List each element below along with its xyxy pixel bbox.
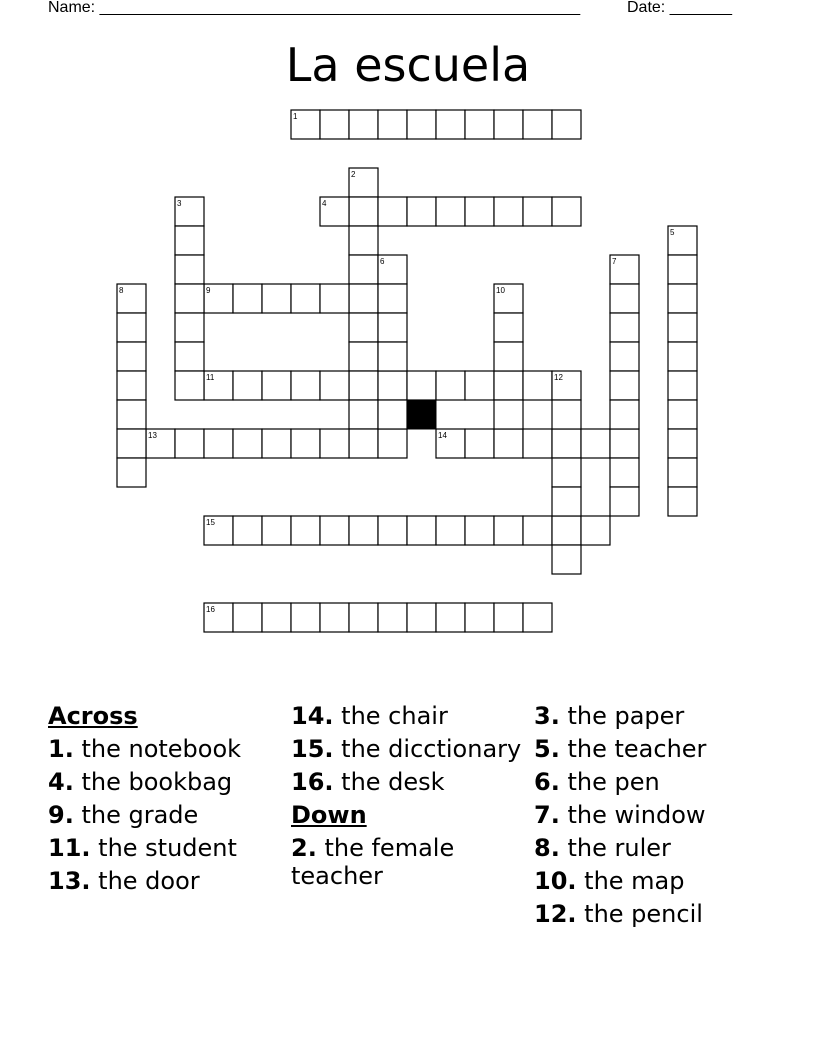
grid-cell[interactable] (465, 371, 494, 400)
grid-cell[interactable] (610, 284, 639, 313)
cell-number: 15 (206, 518, 215, 527)
cell-number: 16 (206, 605, 215, 614)
grid-cell[interactable] (494, 110, 523, 139)
grid-cell[interactable] (349, 400, 378, 429)
grid-cell[interactable] (407, 110, 436, 139)
down-clue (534, 768, 774, 796)
grid-cell[interactable] (552, 110, 581, 139)
grid-cell[interactable] (523, 197, 552, 226)
down-clue (534, 867, 774, 895)
across-heading: Across (48, 702, 138, 730)
grid-cell[interactable] (378, 342, 407, 371)
grid-cell[interactable] (291, 603, 320, 632)
grid-cell[interactable] (494, 603, 523, 632)
grid-cell[interactable] (436, 110, 465, 139)
clues-column-2 (291, 702, 531, 895)
grid-cell[interactable] (668, 313, 697, 342)
clue-text: the map (584, 867, 685, 895)
grid-cell[interactable] (378, 284, 407, 313)
across-clue (291, 735, 531, 763)
grid-cell[interactable] (552, 197, 581, 226)
grid-cell[interactable] (494, 313, 523, 342)
cell-number: 1 (293, 112, 298, 121)
across-clue (48, 801, 288, 829)
down-clue (534, 900, 774, 928)
cell-number: 2 (351, 170, 356, 179)
grid-cell[interactable] (349, 371, 378, 400)
grid-cell[interactable] (610, 342, 639, 371)
clue-number: 15. (291, 735, 334, 763)
grid-cell[interactable] (494, 429, 523, 458)
grid-cell[interactable] (610, 487, 639, 516)
cell-number: 4 (322, 199, 327, 208)
grid-cell[interactable] (523, 603, 552, 632)
grid-cell[interactable] (320, 110, 349, 139)
grid-cell[interactable] (668, 458, 697, 487)
grid-cell[interactable] (262, 284, 291, 313)
clue-text: the chair (341, 702, 448, 730)
name-field-line: Name: ______________________________________________________ (48, 0, 581, 16)
grid-cell[interactable] (523, 110, 552, 139)
grid-cell[interactable] (175, 429, 204, 458)
grid-cell[interactable] (233, 371, 262, 400)
grid-cell[interactable] (668, 429, 697, 458)
grid-cell[interactable] (523, 516, 552, 545)
grid-cell[interactable] (291, 371, 320, 400)
clue-text: the desk (341, 768, 445, 796)
down-clue (534, 735, 774, 763)
clue-number: 16. (291, 768, 334, 796)
cell-number: 14 (438, 431, 447, 440)
clue-number: 8. (534, 834, 560, 862)
grid-cell[interactable] (668, 371, 697, 400)
grid-cell[interactable] (378, 400, 407, 429)
grid-cell[interactable] (233, 516, 262, 545)
clue-number: 6. (534, 768, 560, 796)
grid-cell[interactable] (407, 371, 436, 400)
cell-number: 9 (206, 286, 211, 295)
clue-text: the pencil (584, 900, 703, 928)
clue-text: the ruler (567, 834, 671, 862)
grid-cell[interactable] (465, 429, 494, 458)
across-clue (291, 702, 531, 730)
grid-cell[interactable] (204, 429, 233, 458)
grid-cell[interactable] (349, 516, 378, 545)
grid-cell[interactable] (378, 429, 407, 458)
grid-cell[interactable] (291, 284, 320, 313)
grid-cell[interactable] (552, 429, 581, 458)
grid-cell[interactable] (117, 400, 146, 429)
grid-cell[interactable] (262, 371, 291, 400)
grid-cell[interactable] (523, 429, 552, 458)
grid-cell[interactable] (436, 371, 465, 400)
across-clue (48, 867, 288, 895)
grid-cell[interactable] (233, 429, 262, 458)
grid-cell[interactable] (668, 255, 697, 284)
grid-cell[interactable] (378, 516, 407, 545)
grid-cell[interactable] (610, 313, 639, 342)
clue-number: 5. (534, 735, 560, 763)
grid-cell[interactable] (668, 487, 697, 516)
across-clue (48, 735, 288, 763)
grid-cell[interactable] (610, 458, 639, 487)
grid-cell[interactable] (465, 110, 494, 139)
clue-number: 12. (534, 900, 577, 928)
grid-cell[interactable] (175, 342, 204, 371)
grid-cell[interactable] (320, 284, 349, 313)
grid-cell[interactable] (233, 284, 262, 313)
grid-cell[interactable] (175, 284, 204, 313)
clue-number: 9. (48, 801, 74, 829)
grid-cell[interactable] (175, 313, 204, 342)
grid-cell[interactable] (117, 429, 146, 458)
grid-cell[interactable] (175, 255, 204, 284)
cell-number: 8 (119, 286, 124, 295)
clue-number: 7. (534, 801, 560, 829)
clue-number: 1. (48, 735, 74, 763)
cell-number: 7 (612, 257, 617, 266)
clue-number: 10. (534, 867, 577, 895)
clue-text: the teacher (567, 735, 707, 763)
clue-text: the door (98, 867, 200, 895)
grid-cell[interactable] (494, 342, 523, 371)
grid-cell[interactable] (610, 429, 639, 458)
grid-cell[interactable] (378, 197, 407, 226)
grid-cell[interactable] (523, 371, 552, 400)
clue-text: the dicctionary (341, 735, 522, 763)
cell-number: 10 (496, 286, 505, 295)
grid-cell[interactable] (552, 487, 581, 516)
down-clue (534, 834, 774, 862)
grid-cell[interactable] (349, 226, 378, 255)
across-clue (291, 768, 531, 796)
grid-cell[interactable] (465, 197, 494, 226)
page-title: La escuela (285, 38, 531, 92)
across-clue (48, 768, 288, 796)
grid-cell[interactable] (175, 226, 204, 255)
clue-text: the pen (567, 768, 660, 796)
clue-number: 13. (48, 867, 91, 895)
grid-cell[interactable] (407, 197, 436, 226)
grid-cell[interactable] (320, 371, 349, 400)
grid-cell[interactable] (291, 429, 320, 458)
grid-cell[interactable] (349, 603, 378, 632)
grid-cell[interactable] (349, 255, 378, 284)
clue-text: the female teacher (291, 834, 455, 890)
cell-number: 12 (554, 373, 563, 382)
clue-number: 3. (534, 702, 560, 730)
grid-cell[interactable] (465, 603, 494, 632)
grid-cell[interactable] (668, 342, 697, 371)
grid-cell[interactable] (552, 516, 581, 545)
grid-cell[interactable] (581, 516, 610, 545)
grid-cell[interactable] (494, 516, 523, 545)
grid-cell[interactable] (378, 603, 407, 632)
cell-number: 6 (380, 257, 385, 266)
grid-cell[interactable] (378, 371, 407, 400)
clue-text: the bookbag (81, 768, 233, 796)
grid-cell[interactable] (610, 400, 639, 429)
grid-cell[interactable] (262, 603, 291, 632)
grid-cell[interactable] (349, 284, 378, 313)
grid-cell[interactable] (610, 371, 639, 400)
down-clue (534, 801, 774, 829)
clue-number: 14. (291, 702, 334, 730)
cell-number: 13 (148, 431, 157, 440)
date-field-line: Date: _______ (627, 0, 732, 16)
grid-cell[interactable] (465, 516, 494, 545)
grid-cell[interactable] (349, 110, 378, 139)
grid-cell[interactable] (117, 458, 146, 487)
grid-cell[interactable] (117, 342, 146, 371)
grid-cell[interactable] (320, 429, 349, 458)
down-clue (291, 834, 531, 890)
grid-cell[interactable] (494, 197, 523, 226)
black-cell (407, 400, 436, 429)
clue-number: 11. (48, 834, 91, 862)
clue-text: the grade (81, 801, 199, 829)
grid-cell[interactable] (668, 400, 697, 429)
grid-cell[interactable] (436, 603, 465, 632)
cell-number: 5 (670, 228, 675, 237)
clue-text: the paper (567, 702, 685, 730)
grid-cell[interactable] (378, 110, 407, 139)
grid-cell[interactable] (552, 400, 581, 429)
grid-cell[interactable] (378, 313, 407, 342)
grid-cell[interactable] (668, 284, 697, 313)
grid-cell[interactable] (349, 313, 378, 342)
grid-cell[interactable] (320, 516, 349, 545)
grid-cell[interactable] (233, 603, 262, 632)
grid-cell[interactable] (349, 197, 378, 226)
grid-cell[interactable] (407, 603, 436, 632)
grid-cell[interactable] (349, 429, 378, 458)
grid-cell[interactable] (552, 545, 581, 574)
grid-cell[interactable] (262, 516, 291, 545)
grid-cell[interactable] (262, 429, 291, 458)
grid-cell[interactable] (117, 371, 146, 400)
grid-cell[interactable] (407, 516, 436, 545)
grid-cell[interactable] (494, 371, 523, 400)
grid-cell[interactable] (581, 429, 610, 458)
grid-cell[interactable] (494, 400, 523, 429)
grid-cell[interactable] (436, 516, 465, 545)
clues-column-1 (48, 702, 288, 900)
clue-number: 4. (48, 768, 74, 796)
down-clue (534, 702, 774, 730)
clue-text: the window (567, 801, 706, 829)
grid-cell[interactable] (552, 458, 581, 487)
grid-cell[interactable] (320, 603, 349, 632)
cell-number: 11 (206, 373, 215, 382)
grid-cell[interactable] (117, 313, 146, 342)
across-clue (48, 834, 288, 862)
down-heading: Down (291, 801, 367, 829)
grid-cell[interactable] (175, 371, 204, 400)
clues-column-3 (534, 702, 774, 933)
grid-cell[interactable] (291, 516, 320, 545)
grid-cell[interactable] (436, 197, 465, 226)
clue-text: the student (98, 834, 237, 862)
clue-number: 2. (291, 834, 317, 862)
cell-number: 3 (177, 199, 182, 208)
grid-cell[interactable] (349, 342, 378, 371)
clue-text: the notebook (81, 735, 242, 763)
